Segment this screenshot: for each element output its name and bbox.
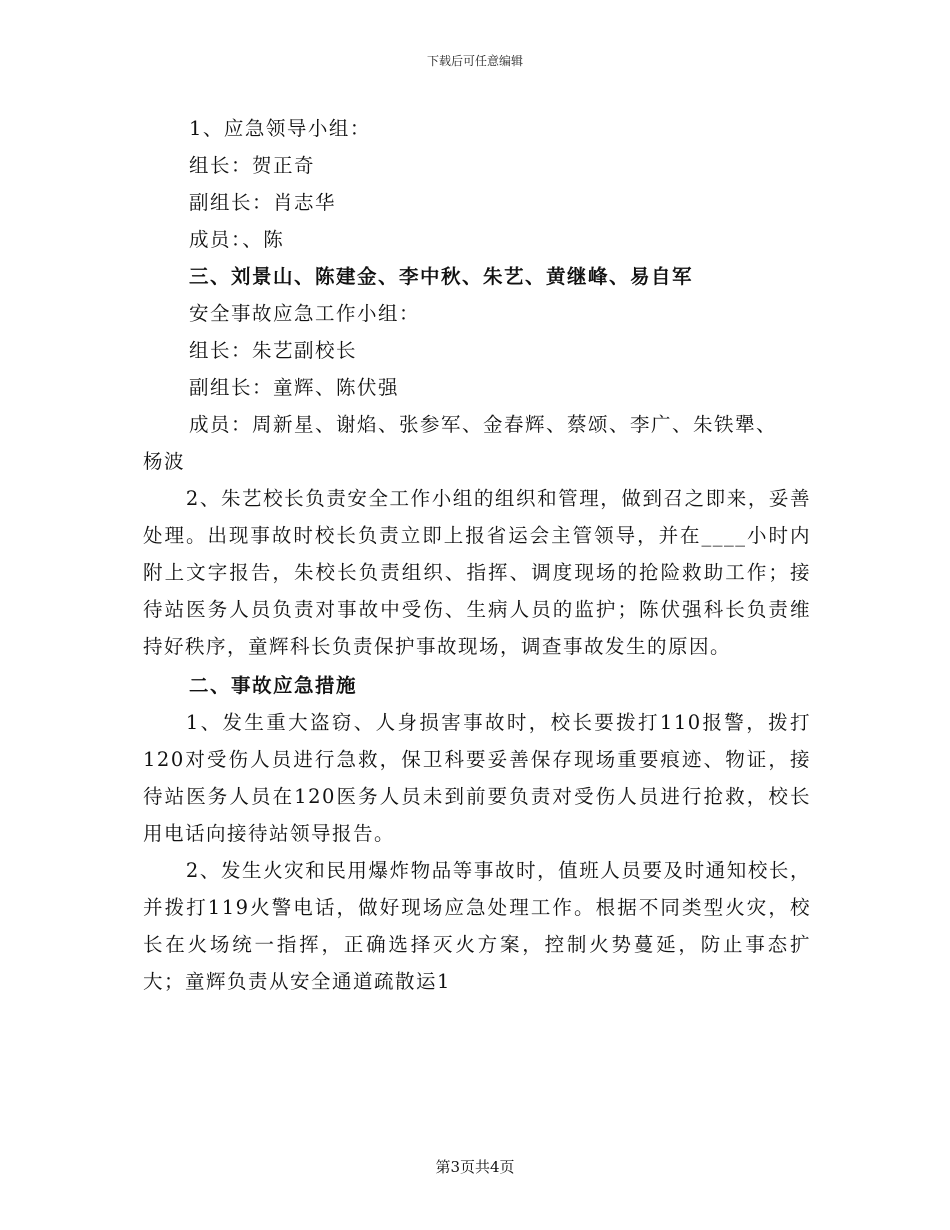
work-group-heading: 安全事故应急工作小组： xyxy=(189,302,421,325)
work-group-deputy-line: 副组长：童辉、陈伏强 xyxy=(189,376,400,399)
work-group-members-line: 成员：周新星、谢焰、张参军、金春辉、蔡颂、李广、朱铁犟、 xyxy=(189,413,778,436)
section-two-heading: 二、事故应急措施 xyxy=(189,674,358,697)
leader-line: 组长：贺正奇 xyxy=(189,154,316,177)
page-header: 下载后可任意编辑 xyxy=(426,54,523,68)
page-footer: 第3页共4页 xyxy=(435,1158,515,1176)
responsibility-paragraph: 2、朱艺校长负责安全工作小组的组织和管理，做到召之即来，妥善处理。出现事故时校长负责立即上报省运会主管领导，并在____小时内附上文字报告，朱校长负责组织、指挥、调度现场的抢险救助工作；接待站医务人员负责对事故中受伤、生病人员的监护；陈伏强科长负责维持好秩序，童辉科长负责保护事故现场，调查事故发生的原因。 xyxy=(143,487,811,658)
theft-injury-paragraph: 1、发生重大盗窃、人身损害事故时，校长要拨打110报警，拨打120对受伤人员进行急救，保卫科要妥善保存现场重要痕迹、物证，接待站医务人员在120医务人员未到前要负责对受伤人员进行抢救，校长用电话向接待站领导报告。 xyxy=(143,711,811,845)
section-three-heading: 三、刘景山、陈建金、李中秋、朱艺、黄继峰、易自军 xyxy=(189,265,694,288)
work-group-members-continued: 杨波 xyxy=(143,450,186,473)
document-body xyxy=(143,110,811,1000)
fire-explosion-paragraph: 2、发生火灾和民用爆炸物品等事故时，值班人员要及时通知校长，并拨打119火警电话，做好现场应急处理工作。根据不同类型火灾，校长在火场统一指挥，正确选择灭火方案，控制火势蔓延，防止事态扩大；童辉负责从安全通道疏散运1 xyxy=(143,859,811,993)
work-group-leader-line: 组长：朱艺副校长 xyxy=(189,339,358,362)
leadership-group-heading: 1、应急领导小组： xyxy=(189,117,371,140)
members-line: 成员：、陈 xyxy=(189,228,285,251)
deputy-leader-line: 副组长：肖志华 xyxy=(189,191,337,214)
